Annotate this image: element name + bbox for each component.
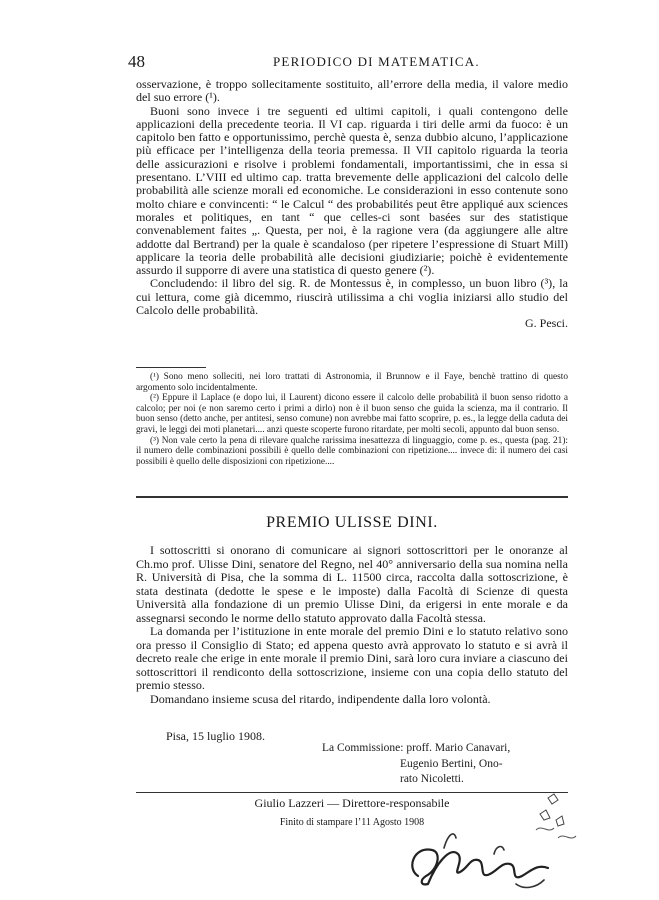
commission-line: Eugenio Bertini, Ono- bbox=[400, 757, 503, 770]
printer-line: Giulio Lazzeri — Direttore-responsabile bbox=[254, 796, 450, 810]
place-date: Pisa, 15 luglio 1908. bbox=[166, 729, 266, 743]
footnote: (¹) Sono meno solleciti, nei loro trattati di Astronomia, il Brunnow e il Faye, benchè trattino di questo argomento solo incidentalmente. bbox=[136, 372, 568, 393]
review-paragraph: osservazione, è troppo sollecitamente sostituito, all’errore della media, il valore medio del suo errore (¹). bbox=[136, 77, 568, 105]
premio-paragraph: La domanda per l’istituzione in ente morale del premio Dini e lo statuto relativo sono ora presso il Consiglio di Stato; ed appena questo avrà approvato lo statuto e si avrà il decreto reale che erige in ente morale il premio Dini, sarà loro cura inviare a ciascuno dei sottoscrittori il rendiconto della sottoscrizione, insieme con una copia dello statuto del premio stesso. bbox=[136, 624, 568, 692]
footnotes bbox=[136, 372, 568, 467]
page-header bbox=[128, 52, 559, 70]
footnote: (²) Eppure il Laplace (e dopo lui, il Laurent) dicono essere il calcolo delle probabilità il buon senso ridotto a calcolo; per noi (e non saremo certo i primi a dirlo) non è il buon senso che guida la scienza, ma il contrario. Il buon senso (detto anche, per antitesi, senso comune) non avrebbe mai fatto scoprire, p. es., la legge della caduta dei gravi, le leggi dei moti planetari.... anzi queste scoperte furono ritardate, per molti secoli, appunto dal buon senso. bbox=[136, 393, 568, 435]
commission-line: rato Nicoletti. bbox=[400, 773, 464, 785]
review-paragraph: Buoni sono invece i tre seguenti ed ultimi capitoli, i quali contengono delle applicazioni della precedente teoria. Il VI cap. riguarda i tiri delle armi da fuoco: è un capitolo ben fatto e opportunissimo, perchè questa è, senza dubbio alcuno, l’applicazione più efficace per l’intelligenza della teoria premessa. Il VII capitolo riguarda la teoria delle assicurazioni e risolve i problemi fondamentali, importantissimi, che in essa si presentano. L’VIII ed ultimo cap. tratta brevemente delle applicazioni del calcolo delle probabilità alle scienze morali ed economiche. Le considerazioni in esso contenute sono molto chiare e convincenti: “ le Calcul “ des probabilités peut être appliqué aux sciences morales et politiques, en tant “ que celles-ci sont basées sur des statistique convenablement faites „. Questa, per noi, è la ragione vera (da aggiungere alle altre addotte dal Bertrand) per la quale è scandaloso (per ripetere l’espressione di Stuart Mill) applicare la teoria delle probabilità alle decisioni giudiziarie; poichè è evidentemente assurdo il supporre di avere una statistica di questo genere (²). bbox=[136, 103, 568, 278]
running-title: PERIODICO DI MATEMATICA. bbox=[273, 54, 480, 69]
review-body bbox=[136, 78, 568, 331]
premio-body bbox=[136, 544, 568, 706]
commission-signatures bbox=[322, 741, 510, 788]
footnote-divider bbox=[136, 367, 206, 368]
premio-paragraph: Domandano insieme scusa del ritardo, indipendente dalla loro volontà. bbox=[150, 691, 491, 706]
premio-paragraph: I sottoscritti si onorano di comunicare ai signori sottoscrittori per le onoranze al Ch.mo prof. Ulisse Dini, senatore del Regno, nel 40° anniversario della sua nomina nella R. Università di Pisa, che la somma di L. 11500 circa, raccolta dalla sottoscrizione, è stata destinata (dedotte le spese e le imposte) dalla Facoltà di Scienze di questa Università alla fondazione di un premio Ulisse Dini, da erigersi in ente morale e da assegnarsi secondo le norme dello statuto approvato dalla Facoltà stessa. bbox=[136, 543, 568, 625]
review-paragraph: Concludendo: il libro del sig. R. de Montessus è, in complesso, un buon libro (³), la cui lettura, come già dicemmo, riuscirà utilissima a chi voglia iniziarsi allo studio del Calcolo delle probabilità. bbox=[136, 276, 568, 318]
commission-line: La Commissione: proff. Mario Canavari, bbox=[322, 742, 511, 754]
premio-title: PREMIO ULISSE DINI. bbox=[266, 514, 438, 531]
footnote: (³) Non vale certo la pena di rilevare qualche rarissima inesattezza di linguaggio, come p. es., questa (pag. 21): il numero delle combinazioni possibili è quello delle combinazioni con ripetizione.... invece di: il numero dei casi possibili è quello delle disposizioni con ripetizione.... bbox=[136, 435, 568, 467]
page-number: 48 bbox=[128, 52, 145, 71]
review-signature: G. Pesci. bbox=[525, 316, 568, 331]
colophon-divider bbox=[136, 792, 568, 793]
handwritten-signature bbox=[398, 824, 588, 900]
section-separator bbox=[136, 496, 568, 498]
print-date: Finito di stampare l’11 Agosto 1908 bbox=[279, 817, 425, 828]
